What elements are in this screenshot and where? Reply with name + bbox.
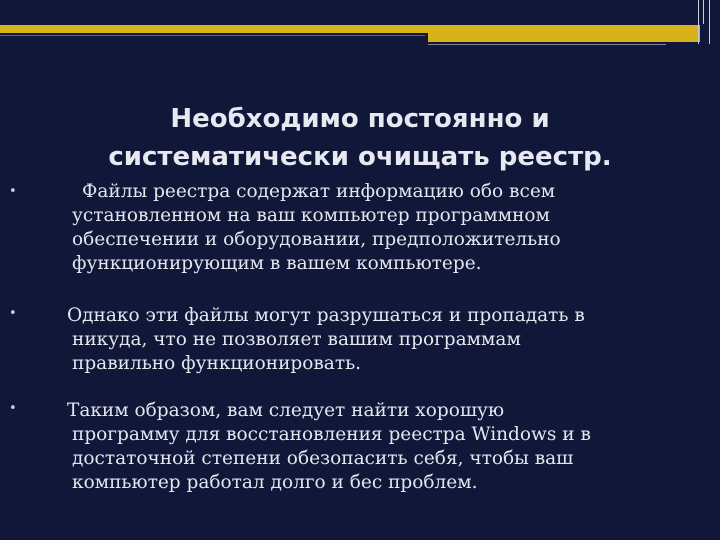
bullet-line: компьютер работал долго и бес проблем. (72, 472, 478, 493)
bullet-line: Файлы реестра содержат информацию обо всем (82, 181, 556, 202)
bullet-text (72, 180, 682, 276)
bullet-line: программу для восстановления реестра Windows и в (72, 424, 591, 445)
bullet-line: обеспечении и оборудовании, предположительно (72, 229, 561, 250)
bullet-line: функционирующим в вашем компьютере. (72, 253, 482, 274)
bullet-line: достаточной степени обезопасить себя, чтобы ваш (72, 448, 574, 469)
bullet-text (67, 399, 682, 495)
bullet-line: Таким образом, вам следует найти хорошую (67, 400, 505, 421)
slide-title-line: систематически очищать реестр. (108, 142, 612, 172)
bullet-icon: • (9, 306, 17, 321)
bullet-text (67, 304, 682, 376)
bullet-icon: • (9, 184, 17, 199)
slide-title-line: Необходимо постоянно и (170, 104, 550, 134)
bullet-line: Однако эти файлы могут разрушаться и пропадать в (67, 305, 585, 326)
bullet-line: никуда, что не позволяет вашим программам (72, 329, 521, 350)
bullet-line: правильно функционировать. (72, 353, 362, 374)
bullet-icon: • (9, 401, 17, 416)
bullet-line: установленном на ваш компьютер программном (72, 205, 550, 226)
